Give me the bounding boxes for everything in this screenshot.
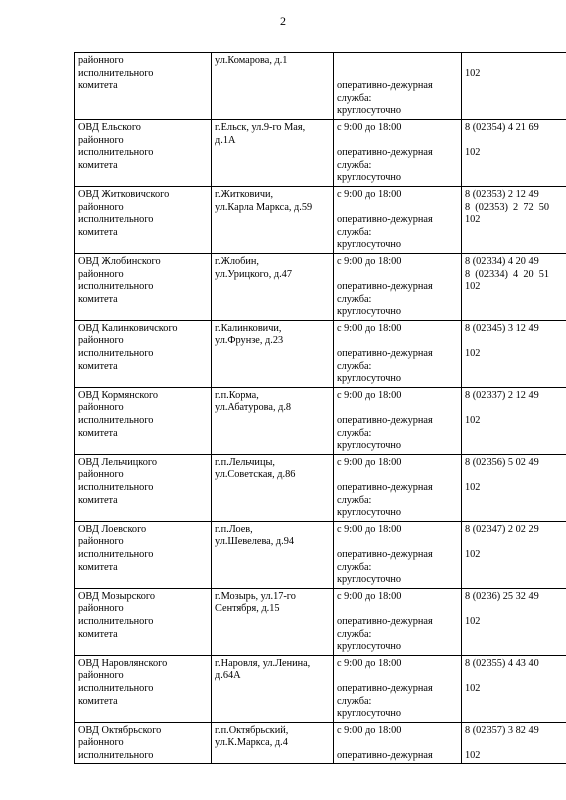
phone-line: 8 (02345) 3 12 49: [465, 322, 539, 334]
hours-duty-line: круглосуточно: [337, 239, 402, 251]
hours-day: с 9:00 до 18:00: [337, 188, 402, 200]
table-row: [75, 454, 566, 521]
line-gap: [337, 737, 458, 750]
department-line: комитета: [78, 80, 118, 92]
department-line: районного: [78, 268, 124, 280]
department-line: комитета: [78, 159, 118, 171]
address-line: г.п.Лоев,: [215, 523, 253, 535]
department-cell: [75, 722, 212, 764]
department-line: ОВД Наровлянского: [78, 657, 168, 669]
phones-cell: [462, 53, 566, 120]
department-line: комитета: [78, 695, 118, 707]
department-cell: [75, 655, 212, 722]
phone-line: [465, 402, 566, 415]
department-line: ОВД Октябрьского: [78, 724, 162, 736]
line-gap: [337, 670, 458, 683]
hours-day: с 9:00 до 18:00: [337, 657, 402, 669]
table-row: [75, 387, 566, 454]
department-line: районного: [78, 737, 124, 749]
department-line: ОВД Ельского: [78, 121, 141, 133]
phone-line: [465, 536, 566, 549]
address-line: г.Калинковичи,: [215, 322, 282, 334]
hours-cell: [334, 320, 462, 387]
phones-cell: [462, 186, 566, 253]
phone-line: 8 (02357) 3 82 49: [465, 724, 539, 736]
hours-duty-line: оперативно-дежурная: [337, 147, 433, 159]
hours-duty-line: служба:: [337, 293, 372, 305]
hours-day: с 9:00 до 18:00: [337, 590, 402, 602]
phone-line: 102: [465, 682, 481, 694]
department-line: ОВД Лельчицкого: [78, 456, 157, 468]
hours-day: с 9:00 до 18:00: [337, 523, 402, 535]
hours-cell: [334, 253, 462, 320]
table-row: [75, 119, 566, 186]
table-row: [75, 186, 566, 253]
department-line: комитета: [78, 561, 118, 573]
phone-line: 8 (02334) 4 20 51: [465, 268, 550, 280]
department-cell: [75, 387, 212, 454]
phone-line: 102: [465, 67, 481, 79]
department-line: ОВД Калинковичского: [78, 322, 178, 334]
department-line: ОВД Житковичского: [78, 188, 170, 200]
address-cell: [212, 253, 334, 320]
line-gap: [337, 335, 458, 348]
table-row: [75, 521, 566, 588]
phones-cell: [462, 454, 566, 521]
hours-duty-line: оперативно-дежурная: [337, 548, 433, 560]
phone-line: [465, 603, 566, 616]
department-line: комитета: [78, 360, 118, 372]
department-line: исполнительного: [78, 348, 154, 360]
hours-day: с 9:00 до 18:00: [337, 255, 402, 267]
phones-cell: [462, 320, 566, 387]
department-cell: [75, 454, 212, 521]
phone-line: [465, 55, 566, 68]
department-line: комитета: [78, 226, 118, 238]
department-line: комитета: [78, 427, 118, 439]
hours-duty-line: круглосуточно: [337, 105, 402, 117]
address-line: ул.Урицкого, д.47: [215, 268, 292, 280]
address-line: г.Наровля, ул.Ленина,: [215, 657, 311, 669]
department-line: районного: [78, 402, 124, 414]
department-line: комитета: [78, 494, 118, 506]
hours-duty-line: служба:: [337, 159, 372, 171]
line-gap: [337, 269, 458, 282]
table-row: [75, 655, 566, 722]
address-line: ул.Советская, д.86: [215, 469, 296, 481]
department-line: исполнительного: [78, 482, 154, 493]
department-cell: [75, 119, 212, 186]
hours-duty-line: служба:: [337, 360, 372, 372]
phone-line: [465, 670, 566, 683]
department-line: районного: [78, 335, 124, 347]
department-cell: [75, 253, 212, 320]
hours-duty-line: оперативно-дежурная: [337, 682, 433, 694]
address-line: г.п.Корма,: [215, 389, 259, 401]
phones-cell: [462, 588, 566, 655]
hours-cell: [334, 53, 462, 120]
phones-cell: [462, 722, 566, 764]
address-cell: [212, 320, 334, 387]
hours-duty-line: круглосуточно: [337, 373, 402, 385]
address-cell: [212, 186, 334, 253]
hours-duty-line: служба:: [337, 628, 372, 640]
phone-line: [465, 737, 566, 750]
phone-line: 102: [465, 548, 481, 560]
phone-line: 8 (02356) 5 02 49: [465, 456, 539, 468]
phone-line: 8 (02337) 2 12 49: [465, 389, 539, 401]
hours-cell: [334, 722, 462, 764]
address-cell: [212, 655, 334, 722]
department-line: районного: [78, 603, 124, 615]
phone-line: 8 (02353) 2 72 50: [465, 201, 550, 213]
phones-cell: [462, 387, 566, 454]
department-line: комитета: [78, 628, 118, 640]
address-cell: [212, 722, 334, 764]
hours-duty-line: служба:: [337, 92, 372, 104]
phone-line: 8 (0236) 25 32 49: [465, 590, 539, 602]
department-line: исполнительного: [78, 67, 154, 79]
phone-line: 102: [465, 749, 481, 761]
address-cell: [212, 387, 334, 454]
department-line: исполнительного: [78, 147, 154, 159]
hours-duty-line: круглосуточно: [337, 708, 402, 720]
department-line: районного: [78, 201, 124, 213]
hours-duty-line: круглосуточно: [337, 574, 402, 586]
phone-line: [465, 335, 566, 348]
address-line: д.64А: [215, 670, 241, 682]
phone-line: 8 (02347) 2 02 29: [465, 523, 539, 535]
address-line: г.Ельск, ул.9-го Мая,: [215, 121, 306, 133]
line-gap: [337, 68, 458, 81]
line-gap: [337, 402, 458, 415]
phone-line: 102: [465, 281, 481, 293]
phones-cell: [462, 253, 566, 320]
hours-duty-line: служба:: [337, 695, 372, 707]
phones-cell: [462, 655, 566, 722]
department-line: районного: [78, 55, 124, 66]
department-line: ОВД Жлобинского: [78, 255, 161, 267]
address-line: г.Житковичи,: [215, 188, 274, 200]
hours-duty-line: служба:: [337, 561, 372, 573]
department-cell: [75, 186, 212, 253]
table-row: [75, 588, 566, 655]
phone-line: 8 (02355) 4 43 40: [465, 657, 539, 669]
department-line: ОВД Кормянского: [78, 389, 159, 401]
hours-cell: [334, 454, 462, 521]
hours-duty-line: служба:: [337, 494, 372, 506]
line-gap: [337, 469, 458, 482]
line-gap: [337, 202, 458, 215]
address-line: Сентября, д.15: [215, 603, 280, 615]
contacts-table: [74, 52, 566, 764]
department-cell: [75, 53, 212, 120]
phone-line: 8 (02353) 2 12 49: [465, 188, 539, 200]
address-cell: [212, 588, 334, 655]
hours-cell: [334, 588, 462, 655]
address-cell: [212, 521, 334, 588]
address-line: д.1А: [215, 134, 236, 146]
phone-line: 8 (02354) 4 21 69: [465, 121, 539, 133]
table-row: [75, 253, 566, 320]
address-line: ул.Шевелева, д.94: [215, 536, 295, 548]
hours-duty-line: круглосуточно: [337, 641, 402, 653]
hours-duty-line: оперативно-дежурная: [337, 80, 433, 92]
hours-day: с 9:00 до 18:00: [337, 724, 402, 736]
address-line: ул.К.Маркса, д.4: [215, 737, 288, 749]
address-line: г.п.Октябрьский,: [215, 724, 289, 736]
address-line: г.Жлобин,: [215, 255, 259, 267]
phone-line: 8 (02334) 4 20 49: [465, 255, 539, 267]
address-cell: [212, 53, 334, 120]
department-line: районного: [78, 469, 124, 481]
hours-duty-line: круглосуточно: [337, 172, 402, 184]
department-line: исполнительного: [78, 214, 154, 226]
department-line: районного: [78, 134, 124, 146]
address-line: ул.Карла Маркса, д.59: [215, 201, 313, 213]
department-line: районного: [78, 536, 124, 548]
hours-day: с 9:00 до 18:00: [337, 322, 402, 334]
line-gap: [337, 603, 458, 616]
phone-line: 102: [465, 482, 481, 493]
hours-cell: [334, 119, 462, 186]
hours-duty-line: оперативно-дежурная: [337, 415, 433, 427]
table-row: [75, 320, 566, 387]
table-row: [75, 53, 566, 120]
table-body: [75, 53, 566, 764]
hours-duty-line: оперативно-дежурная: [337, 348, 433, 360]
phone-line: 102: [465, 348, 481, 360]
hours-duty-line: служба:: [337, 427, 372, 439]
department-cell: [75, 320, 212, 387]
address-cell: [212, 454, 334, 521]
address-line: ул.Абатурова, д.8: [215, 402, 292, 414]
phone-line: [465, 469, 566, 482]
department-line: ОВД Мозырского: [78, 590, 156, 602]
phone-line: 102: [465, 415, 481, 427]
hours-day: с 9:00 до 18:00: [337, 389, 402, 401]
hours-duty-line: круглосуточно: [337, 306, 402, 318]
department-line: исполнительного: [78, 749, 154, 761]
phone-line: 102: [465, 214, 481, 226]
line-gap: [337, 536, 458, 549]
hours-duty-line: оперативно-дежурная: [337, 281, 433, 293]
department-line: районного: [78, 670, 124, 682]
department-line: ОВД Лоевского: [78, 523, 147, 535]
line-gap: [337, 135, 458, 148]
hours-duty-line: круглосуточно: [337, 440, 402, 452]
hours-duty-line: оперативно-дежурная: [337, 214, 433, 226]
address-cell: [212, 119, 334, 186]
department-cell: [75, 588, 212, 655]
phones-cell: [462, 521, 566, 588]
hours-day: с 9:00 до 18:00: [337, 121, 402, 133]
hours-cell: [334, 186, 462, 253]
address-line: г.п.Лельчицы,: [215, 456, 275, 468]
address-line: ул.Фрунзе, д.23: [215, 335, 284, 347]
hours-cell: [334, 387, 462, 454]
department-line: исполнительного: [78, 281, 154, 293]
department-line: исполнительного: [78, 615, 154, 627]
table-row: [75, 722, 566, 764]
department-line: комитета: [78, 293, 118, 305]
hours-cell: [334, 655, 462, 722]
phone-line: 102: [465, 615, 481, 627]
phone-line: [465, 135, 566, 148]
hours-duty-line: оперативно-дежурная: [337, 749, 433, 761]
page-number: 2: [280, 14, 286, 28]
department-line: исполнительного: [78, 682, 154, 694]
hours-duty-line: служба:: [337, 226, 372, 238]
department-line: исполнительного: [78, 415, 154, 427]
address-line: г.Мозырь, ул.17-го: [215, 590, 296, 602]
hours-duty-line: оперативно-дежурная: [337, 615, 433, 627]
department-cell: [75, 521, 212, 588]
department-line: исполнительного: [78, 548, 154, 560]
phones-cell: [462, 119, 566, 186]
phone-line: 102: [465, 147, 481, 159]
hours-duty-line: круглосуточно: [337, 507, 402, 519]
hours-day: с 9:00 до 18:00: [337, 456, 402, 468]
hours-cell: [334, 521, 462, 588]
address-line: ул.Комарова, д.1: [215, 55, 288, 66]
hours-day: [337, 55, 458, 68]
hours-duty-line: оперативно-дежурная: [337, 482, 433, 493]
